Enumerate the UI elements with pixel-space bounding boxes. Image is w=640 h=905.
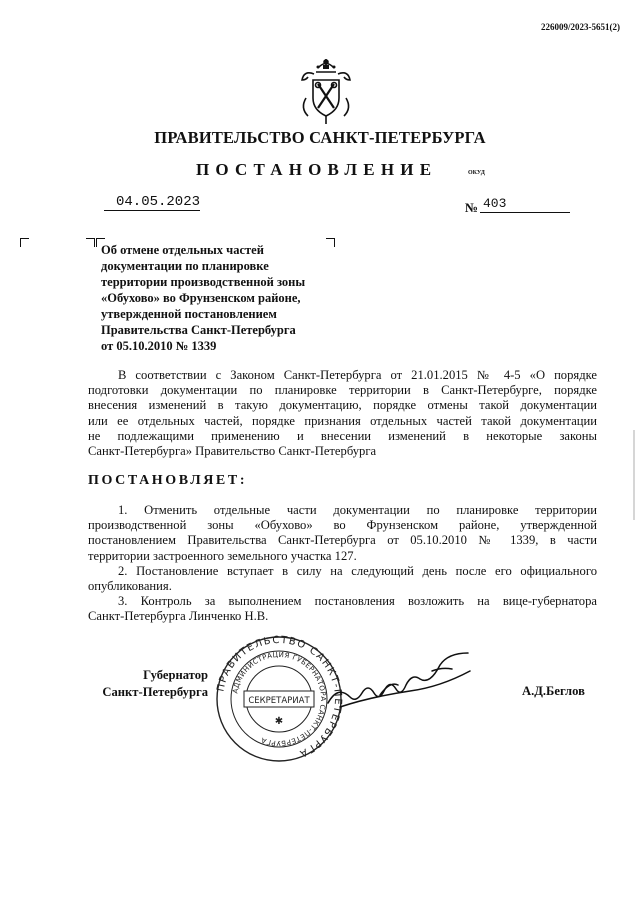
subject-line: территории производственной зоны: [101, 275, 306, 289]
coat-of-arms-icon: [296, 58, 356, 126]
seal-center-text: СЕКРЕТАРИАТ: [248, 696, 310, 706]
okud-label: ОКУД: [468, 170, 485, 176]
preamble-paragraph: [88, 368, 597, 459]
signatory-title: [88, 667, 208, 701]
document-date: 04.05.2023: [104, 194, 200, 211]
signatory-title-line: Санкт-Петербурга: [102, 685, 208, 699]
resolution-items: [88, 503, 597, 625]
seal-inner-text: АДМИНИСТРАЦИЯ ГУБЕРНАТОРА САНКТ-ПЕТЕРБУРГА: [231, 650, 328, 748]
preamble-line: или ее отдельных частей, порядке признания отдельных частей такой документации: [88, 413, 597, 428]
field-corner-mid: [86, 238, 95, 247]
item-line: производственной зоны «Обухово» во Фрунзенском районе, утвержденной: [88, 518, 597, 533]
subject-line: утвержденной постановлением: [101, 307, 277, 321]
item-line: Санкт-Петербурга Линченко Н.В.: [88, 609, 269, 624]
item-line: 2. Постановление вступает в силу на следующий день после его официального: [118, 563, 597, 578]
subject-line: Правительства Санкт-Петербурга: [101, 323, 296, 337]
document-type-title: ПОСТАНОВЛЕНИЕ: [196, 160, 438, 179]
resolve-heading: ПОСТАНОВЛЯЕТ:: [88, 473, 248, 488]
preamble-line: подготовки документации по планировке территории в Санкт-Петербурге, порядке: [88, 383, 597, 398]
item-line: опубликования.: [88, 579, 172, 594]
item-line: постановлением Правительства Санкт-Петербурга от 05.10.2010 № 1339, в части: [88, 533, 597, 548]
registration-number: 226009/2023-5651(2): [541, 22, 620, 32]
preamble-line: не подлежащими применению и внесении изменений в некоторые законы: [88, 428, 597, 443]
item-line: 1. Отменить отдельные части документации по планировке территории: [118, 503, 597, 517]
document-number: 403: [480, 196, 570, 213]
document-subject: [101, 242, 351, 354]
seal-star-icon: ✱: [274, 716, 284, 727]
subject-line: Об отмене отдельных частей: [101, 243, 264, 257]
scan-edge-mark: [633, 430, 635, 520]
item-line: 3. Контроль за выполнением постановления возложить на вице-губернатора: [118, 594, 597, 609]
handwritten-signature: [320, 645, 480, 725]
item-line: территории застроенного земельного участка 127.: [88, 548, 357, 563]
organization-title: ПРАВИТЕЛЬСТВО САНКТ-ПЕТЕРБУРГА: [154, 128, 486, 147]
signatory-title-line: Губернатор: [143, 668, 208, 682]
field-corner-left: [20, 238, 29, 247]
seal-outer-text: ПРАВИТЕЛЬСТВО САНКТ-ПЕТЕРБУРГА: [215, 634, 344, 760]
subject-line: «Обухово» во Фрунзенском районе,: [101, 291, 301, 305]
preamble-line: В соответствии с Законом Санкт-Петербурга от 21.01.2015 № 4-5 «О порядке: [118, 368, 597, 382]
preamble-line: Санкт-Петербурга» Правительство Санкт-Петербурга: [88, 444, 377, 459]
subject-line: документации по планировке: [101, 259, 269, 273]
signatory-name: А.Д.Беглов: [522, 684, 585, 698]
number-sign: №: [465, 200, 479, 215]
preamble-line: внесения изменений в такую документацию, порядке отмены такой документации: [88, 398, 597, 413]
subject-line: от 05.10.2010 № 1339: [101, 339, 217, 353]
